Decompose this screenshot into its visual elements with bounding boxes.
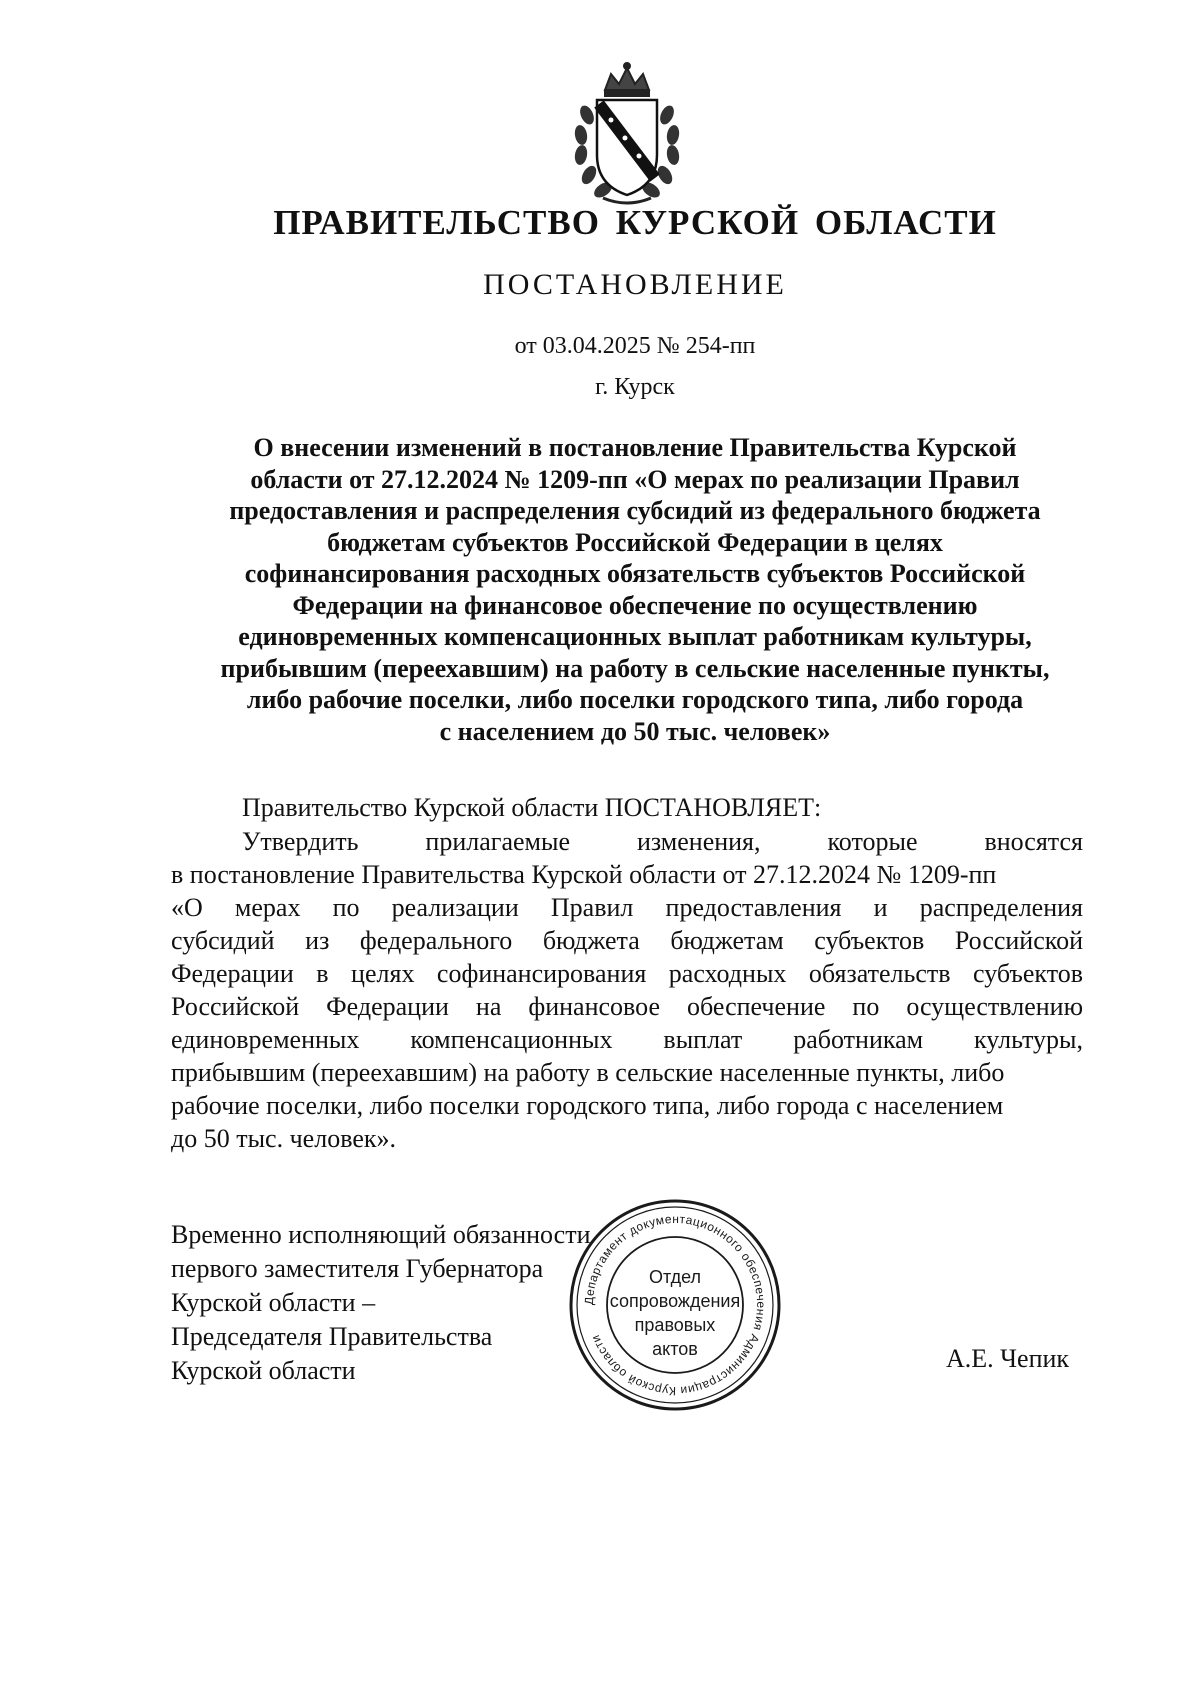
subject-line: софинансирования расходных обязательств субъектов Российской: [244, 559, 1026, 588]
document-type: ПОСТАНОВЛЕНИЕ: [483, 268, 787, 301]
subject-line: единовременных компенсационных выплат работникам культуры,: [238, 622, 1032, 651]
document-subject: [150, 432, 1120, 747]
body-line: Утвердить прилагаемые изменения, которые вносятся: [242, 827, 1083, 856]
body-line: Федерации в целях софинансирования расходных обязательств субъектов: [171, 959, 1083, 988]
signer-line: первого заместителя Губернатора: [171, 1254, 544, 1283]
body-line: до 50 тыс. человек».: [171, 1124, 396, 1153]
government-title: ПРАВИТЕЛЬСТВО КУРСКОЙ ОБЛАСТИ: [273, 203, 997, 242]
coat-of-arms-emblem: [567, 60, 687, 210]
body-line: Российской Федерации на финансовое обеспечение по осуществлению: [171, 992, 1083, 1021]
body-line: рабочие поселки, либо поселки городского типа, либо города с населением: [171, 1091, 1004, 1120]
subject-line: с населением до 50 тыс. человек»: [439, 716, 831, 746]
resolves-statement: Правительство Курской области ПОСТАНОВЛЯЕТ:: [242, 793, 822, 822]
subject-line: области от 27.12.2024 № 1209-пп «О мерах по реализации Правил: [250, 464, 1020, 494]
subject-line: либо рабочие поселки, либо поселки городского типа, либо города: [246, 685, 1024, 714]
stamp-line: Отдел: [648, 1267, 702, 1287]
stamp-line: актов: [652, 1339, 698, 1359]
document-city: г. Курск: [595, 374, 675, 400]
body-line: единовременных компенсационных выплат работникам культуры,: [171, 1025, 1083, 1054]
stamp-line: правовых: [634, 1315, 716, 1335]
signer-line: Временно исполняющий обязанности: [171, 1220, 591, 1249]
subject-line: Федерации на финансовое обеспечение по осуществлению: [292, 590, 978, 620]
subject-line: бюджетам субъектов Российской Федерации в целях: [327, 527, 943, 557]
subject-line: предоставления и распределения субсидий из федерального бюджета: [229, 496, 1041, 525]
document-date-number: от 03.04.2025 № 254-пп: [514, 333, 756, 359]
signer-line: Курской области: [171, 1356, 356, 1385]
stamp-center-text: [600, 1265, 750, 1361]
subject-line: О внесении изменений в постановление Правительства Курской: [253, 433, 1017, 462]
stamp-ring-text: Департамент документационного обеспечения Администрации Курской области: [581, 1211, 769, 1399]
resolution-body: [171, 825, 1083, 1155]
signer-position: [171, 1218, 591, 1388]
stamp-line: сопровождения: [609, 1291, 741, 1311]
body-line: «О мерах по реализации Правил предоставления и распределения: [171, 893, 1083, 922]
signer-line: Курской области –: [171, 1288, 376, 1317]
body-line: субсидий из федерального бюджета бюджетам субъектов Российской: [171, 926, 1083, 955]
body-line: в постановление Правительства Курской области от 27.12.2024 № 1209-пп: [171, 860, 997, 889]
signatory-name: А.Е. Чепик: [946, 1344, 1070, 1373]
signer-line: Председателя Правительства: [171, 1322, 493, 1351]
subject-line: прибывшим (переехавшим) на работу в сельские населенные пункты,: [220, 653, 1050, 683]
body-line: прибывшим (переехавшим) на работу в сельские населенные пункты, либо: [171, 1058, 1005, 1087]
